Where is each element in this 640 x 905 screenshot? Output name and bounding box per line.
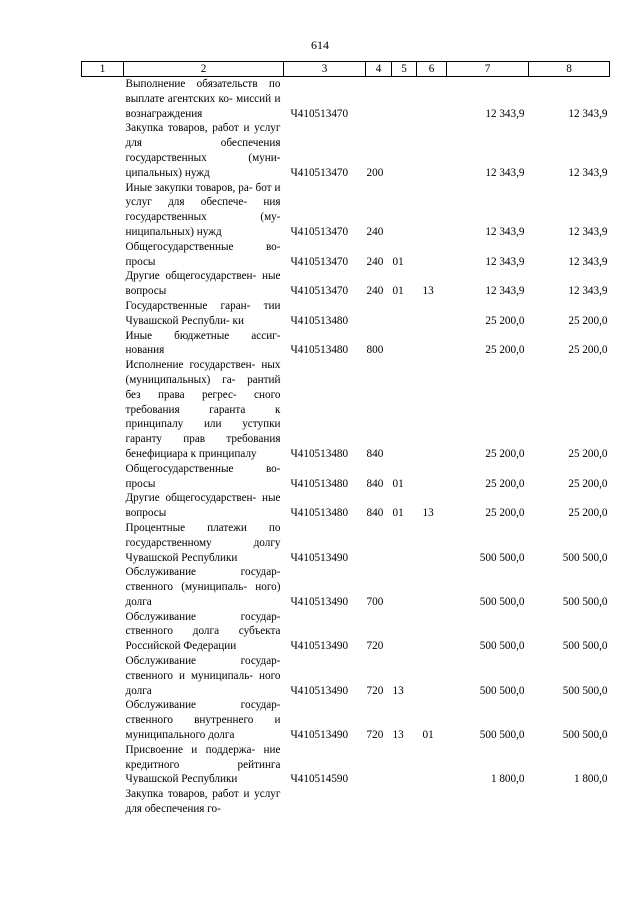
budget-table: [81, 61, 610, 817]
row-subsection-cell: [417, 240, 447, 270]
row-expense-type-cell: [366, 77, 392, 122]
row-subsection-cell: [417, 181, 447, 240]
table-row: [82, 329, 610, 359]
row-subsection-cell: 13: [422, 285, 434, 298]
row-name-cell: Другие общегосударствен- ные вопросы: [125, 492, 281, 520]
row-name-cell: Выполнение обязательств по выплате агентских ко- миссий и вознаграждения: [125, 78, 281, 120]
row-number-cell: [82, 240, 124, 270]
row-amount-col8-cell: 12 343,9: [568, 225, 608, 238]
row-name-cell: Обслуживание государ- ственного внутреннего и муниципального долга: [125, 699, 281, 742]
row-section-cell: [392, 610, 417, 654]
row-code-cell: Ч410514590: [290, 773, 349, 786]
row-section-cell: [392, 329, 417, 359]
table-row: [82, 240, 610, 270]
row-expense-type-cell: 240: [366, 285, 384, 298]
row-code-cell: Ч410513490: [290, 729, 349, 742]
table-row: [82, 269, 610, 299]
row-amount-col8-cell: 12 343,9: [568, 255, 608, 268]
row-amount-col8-cell: 25 200,0: [568, 447, 608, 460]
row-expense-type-cell: 840: [366, 507, 384, 520]
row-amount-col7-cell: 25 200,0: [485, 447, 525, 460]
row-code-cell: Ч410513470: [290, 107, 349, 120]
row-expense-type-cell: [366, 299, 392, 329]
table-row: [82, 698, 610, 742]
row-amount-col8-cell: 25 200,0: [568, 507, 608, 520]
row-subsection-cell: [417, 654, 447, 698]
row-code-cell: Ч410513470: [290, 285, 349, 298]
row-name-cell: Другие общегосударствен- ные вопросы: [125, 270, 281, 298]
row-amount-col7-cell: 12 343,9: [485, 166, 525, 179]
row-subsection-cell: 01: [422, 729, 434, 742]
row-name-cell: Обслуживание государ- ственного долга субъекта Российской Федерации: [125, 610, 281, 653]
row-amount-col7-cell: 25 200,0: [485, 314, 525, 327]
table-header: [82, 62, 610, 77]
row-expense-type-cell: [366, 787, 392, 817]
row-amount-col7-cell: 500 500,0: [479, 595, 525, 608]
table-body: [82, 77, 610, 817]
row-amount-col7-cell: 500 500,0: [479, 684, 525, 697]
table-row: [82, 565, 610, 609]
row-subsection-cell: [417, 521, 447, 565]
row-section-cell: [392, 299, 417, 329]
column-header-3: 3: [284, 62, 366, 77]
row-expense-type-cell: 840: [366, 447, 384, 460]
row-code-cell: Ч410513480: [290, 507, 349, 520]
row-section-cell: 13: [392, 729, 404, 742]
column-header-6: 6: [417, 62, 447, 77]
row-amount-col7-cell: 12 343,9: [485, 107, 525, 120]
row-code-cell: Ч410513490: [290, 595, 349, 608]
row-number-cell: [82, 743, 124, 787]
table-row: [82, 521, 610, 565]
row-section-cell: 01: [392, 255, 404, 268]
row-number-cell: [82, 610, 124, 654]
row-section-cell: 13: [392, 684, 404, 697]
row-expense-type-cell: 800: [366, 344, 384, 357]
row-amount-col7-cell: 1 800,0: [490, 773, 525, 786]
row-expense-type-cell: 700: [366, 595, 384, 608]
row-code-cell: Ч410513470: [290, 166, 349, 179]
row-amount-col7-cell: 25 200,0: [485, 477, 525, 490]
row-amount-col7-cell: 500 500,0: [479, 640, 525, 653]
row-expense-type-cell: 720: [366, 684, 384, 697]
row-name-cell: Обслуживание государ- ственного (муниципаль- ного) долга: [125, 566, 281, 608]
row-number-cell: [82, 77, 124, 122]
row-subsection-cell: [417, 77, 447, 122]
row-subsection-cell: [417, 462, 447, 492]
column-header-1: 1: [82, 62, 124, 77]
row-number-cell: [82, 698, 124, 742]
row-code-cell: Ч410513470: [290, 255, 349, 268]
row-subsection-cell: [417, 610, 447, 654]
row-code-cell: [284, 787, 366, 817]
row-amount-col7-cell: 12 343,9: [485, 255, 525, 268]
row-number-cell: [82, 787, 124, 817]
row-amount-col7-cell: [447, 787, 529, 817]
row-code-cell: Ч410513490: [290, 640, 349, 653]
row-name-cell: Исполнение государствен- ных (муниципальных) га- рантий без права регрес- сного требования гаранта к принципалу или уступки гаранту прав требования бенефициара к принципалу: [125, 359, 281, 460]
row-amount-col8-cell: 500 500,0: [562, 551, 608, 564]
row-amount-col8-cell: 12 343,9: [568, 107, 608, 120]
row-code-cell: Ч410513480: [290, 447, 349, 460]
page-number: 614: [311, 38, 329, 52]
row-amount-col7-cell: 12 343,9: [485, 225, 525, 238]
row-amount-col8-cell: 500 500,0: [562, 729, 608, 742]
row-name-cell: Общегосударственные во- просы: [125, 462, 281, 490]
row-section-cell: [392, 77, 417, 122]
row-expense-type-cell: 200: [366, 166, 384, 179]
row-section-cell: [392, 521, 417, 565]
row-number-cell: [82, 491, 124, 521]
table-row: [82, 743, 610, 787]
column-header-7: 7: [447, 62, 529, 77]
row-name-cell: Иные закупки товаров, ра- бот и услуг для обеспече- ния государственных (му- ниципальных) нужд: [125, 181, 281, 238]
row-name-cell: Процентные платежи по государственному долгу Чувашской Республики: [125, 521, 281, 564]
table-row: [82, 787, 610, 817]
table-row: [82, 654, 610, 698]
row-amount-col7-cell: 500 500,0: [479, 729, 525, 742]
row-section-cell: [392, 565, 417, 609]
row-subsection-cell: [417, 743, 447, 787]
row-amount-col8-cell: 500 500,0: [562, 640, 608, 653]
table-row: [82, 358, 610, 462]
row-expense-type-cell: 840: [366, 477, 384, 490]
row-code-cell: Ч410513480: [290, 314, 349, 327]
column-header-4: 4: [366, 62, 392, 77]
row-number-cell: [82, 521, 124, 565]
row-section-cell: [392, 743, 417, 787]
header-row: [82, 62, 610, 77]
row-expense-type-cell: [366, 521, 392, 565]
row-name-cell: Обслуживание государ- ственного и муниципаль- ного долга: [125, 655, 281, 697]
row-code-cell: Ч410513480: [290, 344, 349, 357]
row-expense-type-cell: [366, 743, 392, 787]
row-amount-col8-cell: 25 200,0: [568, 314, 608, 327]
row-amount-col8-cell: 500 500,0: [562, 684, 608, 697]
row-name-cell: Закупка товаров, работ и услуг для обеспечения государственных (муни- ципальных) нужд: [125, 122, 281, 179]
table-row: [82, 299, 610, 329]
row-number-cell: [82, 121, 124, 180]
row-amount-col8-cell: 12 343,9: [568, 166, 608, 179]
row-amount-col8-cell: 500 500,0: [562, 595, 608, 608]
column-header-2: 2: [124, 62, 284, 77]
row-subsection-cell: [417, 299, 447, 329]
row-amount-col7-cell: 25 200,0: [485, 344, 525, 357]
table-row: [82, 462, 610, 492]
row-number-cell: [82, 329, 124, 359]
row-code-cell: Ч410513490: [290, 684, 349, 697]
row-number-cell: [82, 299, 124, 329]
row-subsection-cell: [417, 329, 447, 359]
table-row: [82, 121, 610, 180]
row-name-cell: Присвоение и поддержа- ние кредитного рейтинга Чувашской Республики: [125, 743, 281, 786]
row-number-cell: [82, 654, 124, 698]
row-code-cell: Ч410513470: [290, 225, 349, 238]
row-amount-col7-cell: 25 200,0: [485, 507, 525, 520]
row-number-cell: [82, 358, 124, 462]
row-section-cell: [392, 181, 417, 240]
row-amount-col8-cell: [529, 787, 610, 817]
table-row: [82, 491, 610, 521]
table-row: [82, 181, 610, 240]
row-number-cell: [82, 269, 124, 299]
row-expense-type-cell: 720: [366, 729, 384, 742]
row-amount-col8-cell: 1 800,0: [573, 773, 608, 786]
row-name-cell: Иные бюджетные ассиг- нования: [125, 329, 281, 357]
row-code-cell: Ч410513480: [290, 477, 349, 490]
row-subsection-cell: [417, 565, 447, 609]
row-expense-type-cell: 240: [366, 225, 384, 238]
row-subsection-cell: [417, 787, 447, 817]
row-amount-col8-cell: 25 200,0: [568, 344, 608, 357]
row-subsection-cell: [417, 358, 447, 462]
row-amount-col7-cell: 500 500,0: [479, 551, 525, 564]
row-name-cell: Государственные гаран- тии Чувашской Республи- ки: [125, 299, 281, 327]
row-section-cell: [392, 121, 417, 180]
row-section-cell: 01: [392, 507, 404, 520]
row-subsection-cell: [417, 121, 447, 180]
row-section-cell: [392, 358, 417, 462]
table-row: [82, 610, 610, 654]
row-section-cell: 01: [392, 477, 404, 490]
column-header-8: 8: [529, 62, 610, 77]
row-number-cell: [82, 181, 124, 240]
row-section-cell: [392, 787, 417, 817]
row-amount-col8-cell: 12 343,9: [568, 285, 608, 298]
row-name-cell: Общегосударственные во- просы: [125, 240, 281, 268]
table-row: [82, 77, 610, 122]
row-code-cell: Ч410513490: [290, 551, 349, 564]
row-name-cell: Закупка товаров, работ и услуг для обеспечения го-: [125, 788, 281, 816]
row-expense-type-cell: 720: [366, 640, 384, 653]
row-number-cell: [82, 462, 124, 492]
row-section-cell: 01: [392, 285, 404, 298]
row-expense-type-cell: 240: [366, 255, 384, 268]
row-subsection-cell: 13: [422, 507, 434, 520]
column-header-5: 5: [392, 62, 417, 77]
row-amount-col8-cell: 25 200,0: [568, 477, 608, 490]
row-number-cell: [82, 565, 124, 609]
row-amount-col7-cell: 12 343,9: [485, 285, 525, 298]
